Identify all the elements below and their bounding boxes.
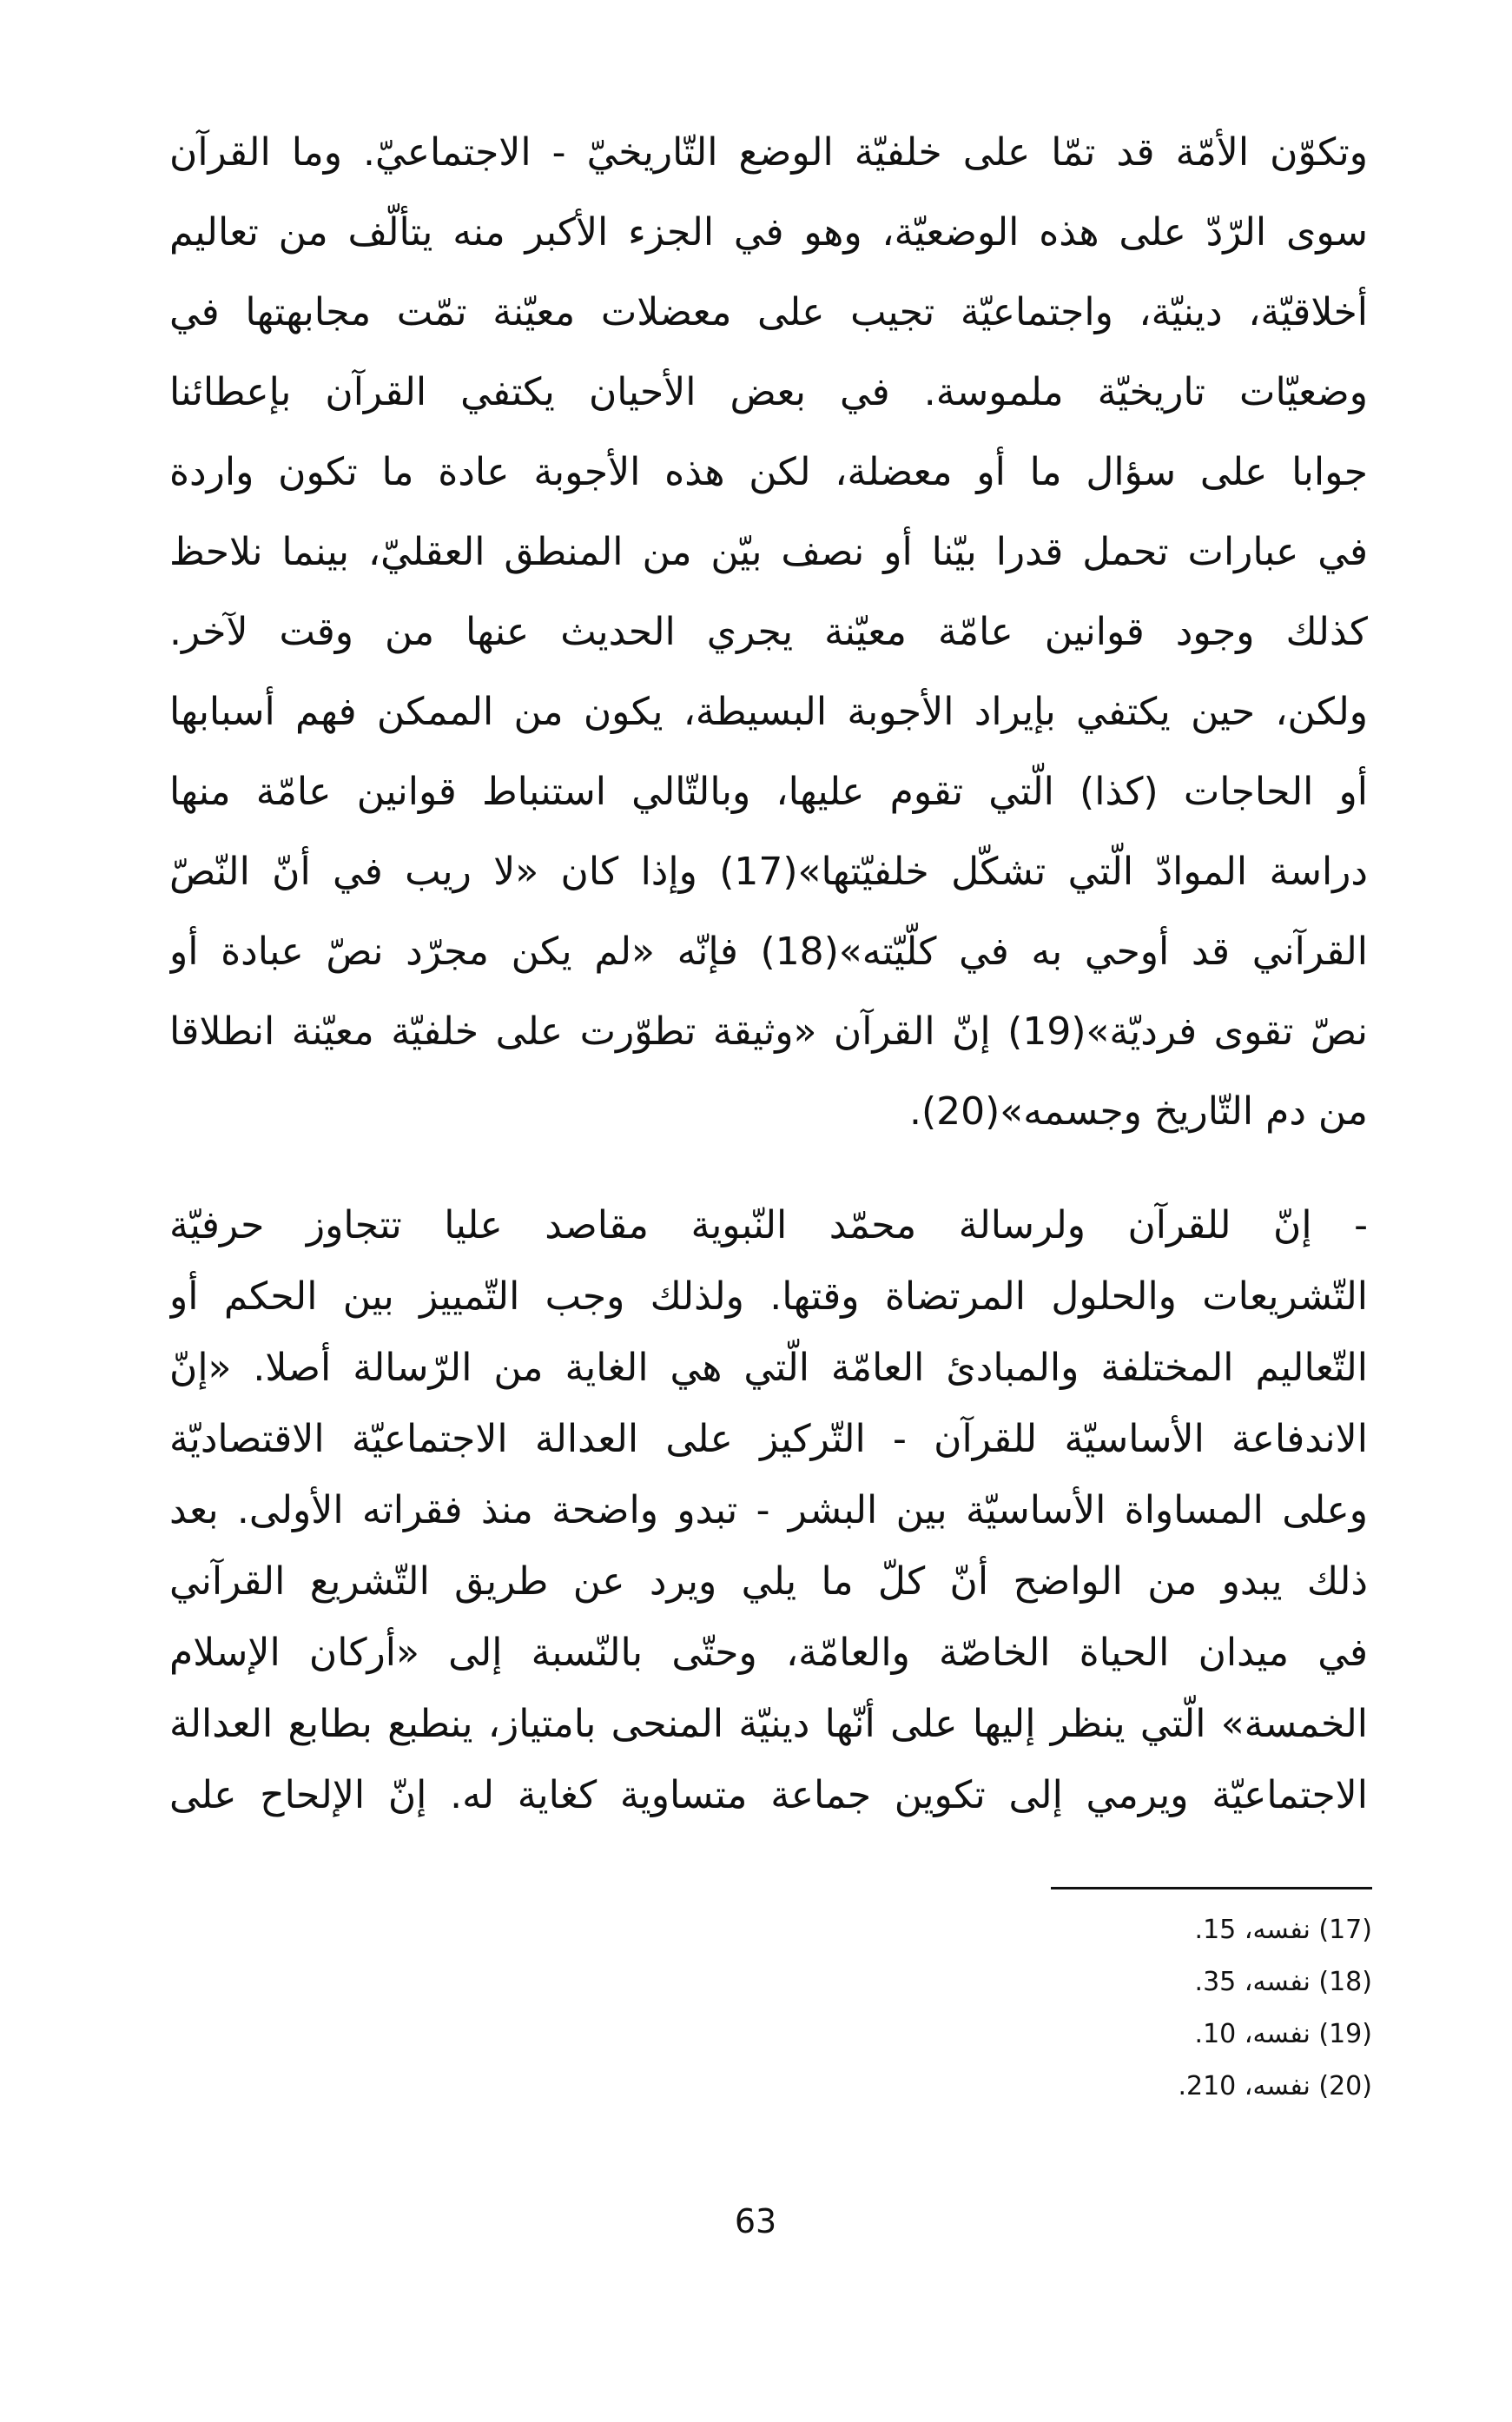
text-line: كذلك وجود قوانين عامّة معيّنة يجري الحديث عنها من وقت لآخر.: [169, 610, 1368, 654]
footnote: (17) نفسه، 15.: [1194, 1915, 1372, 1945]
footnote: (20) نفسه، 210.: [1178, 2071, 1372, 2101]
text-line: أو الحاجات (كذا) الّتي تقوم عليها، وبالتّالي استنباط قوانين عامّة منها: [169, 770, 1368, 814]
text-line: الاجتماعيّة ويرمي إلى تكوين جماعة متساوية كغاية له. إنّ الإلحاح على: [169, 1773, 1368, 1817]
paragraph-2: [169, 1190, 1368, 1831]
text-line: وتكوّن الأمّة قد تمّا على خلفيّة الوضع التّاريخيّ - الاجتماعيّ. وما القرآن: [169, 130, 1368, 175]
text-line: سوى الرّدّ على هذه الوضعيّة، وهو في الجزء الأكبر منه يتألّف من تعاليم: [169, 210, 1368, 255]
footnote-separator: [1051, 1887, 1372, 1889]
text-line: نصّ تقوى فرديّة»(19) إنّ القرآن «وثيقة تطوّرت على خلفيّة معيّنة انطلاقا: [169, 1009, 1368, 1054]
footnotes: [903, 1904, 1372, 2113]
text-line: دراسة الموادّ الّتي تشكّل خلفيّتها»(17) وإذا كان «لا ريب في أنّ النّصّ: [169, 850, 1368, 894]
footnote: (19) نفسه، 10.: [1194, 2019, 1372, 2049]
text-line: ذلك يبدو من الواضح أنّ كلّ ما يلي ويرد عن طريق التّشريع القرآني: [169, 1559, 1368, 1604]
text-line: وضعيّات تاريخيّة ملموسة. في بعض الأحيان يكتفي القرآن بإعطائنا: [169, 370, 1368, 414]
text-line: ولكن، حين يكتفي بإيراد الأجوبة البسيطة، يكون من الممكن فهم أسبابها: [169, 690, 1368, 734]
text-line: أخلاقيّة، دينيّة، واجتماعيّة تجيب على معضلات معيّنة تمّت مجابهتها في: [169, 290, 1368, 334]
text-line: التّعاليم المختلفة والمبادئ العامّة الّتي هي الغاية من الرّسالة أصلا. «إنّ: [169, 1346, 1368, 1390]
text-line: جوابا على سؤال ما أو معضلة، لكن هذه الأجوبة عادة ما تكون واردة: [169, 450, 1368, 494]
paragraph-1: [169, 113, 1368, 1152]
text-line: من دم التّاريخ وجسمه»(20).: [908, 1089, 1368, 1134]
page-number: 63: [734, 2202, 777, 2240]
footnote: (18) نفسه، 35.: [1194, 1967, 1372, 1997]
text-line: الخمسة» الّتي ينظر إليها على أنّها دينيّة المنحى بامتياز، ينطبع بطابع العدالة: [169, 1702, 1368, 1746]
text-line: - إنّ للقرآن ولرسالة محمّد النّبوية مقاصد عليا تتجاوز حرفيّة: [169, 1203, 1368, 1247]
text-line: التّشريعات والحلول المرتضاة وقتها. ولذلك وجب التّمييز بين الحكم أو: [169, 1274, 1368, 1319]
text-line: القرآني قد أوحي به في كلّيّته»(18) فإنّه «لم يكن مجرّد نصّ عبادة أو: [169, 930, 1368, 974]
text-line: في عبارات تحمل قدرا بيّنا أو نصف بيّن من المنطق العقليّ، بينما نلاحظ: [169, 530, 1368, 574]
text-line: الاندفاعة الأساسيّة للقرآن - التّركيز على العدالة الاجتماعيّة الاقتصاديّة: [169, 1417, 1368, 1461]
text-line: في ميدان الحياة الخاصّة والعامّة، وحتّى بالنّسبة إلى «أركان الإسلام: [169, 1631, 1368, 1675]
text-line: وعلى المساواة الأساسيّة بين البشر - تبدو واضحة منذ فقراته الأولى. بعد: [169, 1488, 1368, 1532]
